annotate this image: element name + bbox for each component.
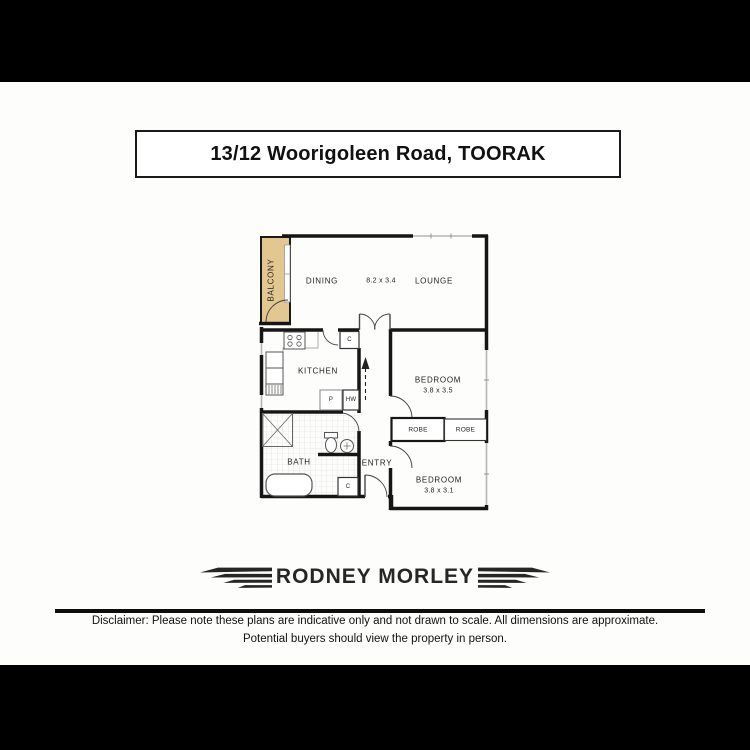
- direction-arrow-icon: [362, 357, 370, 400]
- agency-name: RODNEY MORLEY: [275, 565, 475, 588]
- sliding-door: [285, 245, 291, 302]
- floor-plan-drawing: [255, 228, 495, 518]
- label-hot-water: HW: [345, 397, 357, 403]
- label-living-dims: 8.2 x 3.4: [366, 277, 396, 285]
- bottom-letterbox-bar: [0, 665, 750, 750]
- label-lounge: LOUNGE: [415, 276, 453, 286]
- logo-left-wing-icon: [200, 566, 272, 589]
- page: [0, 82, 750, 665]
- label-kitchen: KITCHEN: [297, 366, 339, 376]
- appliance-icon: [266, 384, 283, 395]
- disclaimer-line2: Potential buyers should view the property in person.: [242, 633, 507, 645]
- toilet-icon: [326, 438, 337, 453]
- kitchen-door-arc: [323, 330, 338, 345]
- label-pantry: P: [328, 397, 334, 403]
- label-bedroom2-dims: 3.8 x 3.1: [424, 487, 454, 495]
- bedroom2-door-arc: [390, 446, 412, 468]
- bathtub-icon: [266, 474, 312, 496]
- divider-rule: [55, 609, 705, 613]
- entry-door-arc: [365, 475, 387, 497]
- logo-right-wing-icon: [478, 566, 550, 589]
- bedroom1-door-arc: [390, 396, 412, 418]
- label-dining: DINING: [305, 276, 339, 286]
- label-robe-right: ROBE: [455, 426, 476, 433]
- label-robe-left: ROBE: [408, 426, 428, 433]
- double-door-icon: [360, 314, 391, 330]
- label-entry: ENTRY: [361, 458, 393, 468]
- top-letterbox-bar: [0, 0, 750, 82]
- label-bedroom1-dims: 3.8 x 3.5: [423, 387, 453, 395]
- agency-logo: [0, 560, 750, 594]
- label-bedroom2: BEDROOM: [415, 475, 463, 485]
- label-balcony: BALCONY: [266, 258, 276, 302]
- label-bath: BATH: [287, 457, 311, 467]
- kitchen-fixtures: [266, 332, 318, 395]
- address-title-box: [135, 130, 621, 178]
- stove-icon: [284, 332, 305, 349]
- fridge-icon: [266, 352, 283, 368]
- label-bath-cupboard: C: [345, 484, 351, 490]
- disclaimer-line1: Disclaimer: Please note these plans are indicative only and not drawn to scale. All dimensions are approximate.: [91, 615, 659, 627]
- label-bedroom1: BEDROOM: [414, 375, 462, 385]
- page-title: 13/12 Woorigoleen Road, TOORAK: [210, 142, 546, 165]
- label-hall-cupboard: C: [347, 337, 352, 343]
- floor-plan: [255, 228, 495, 518]
